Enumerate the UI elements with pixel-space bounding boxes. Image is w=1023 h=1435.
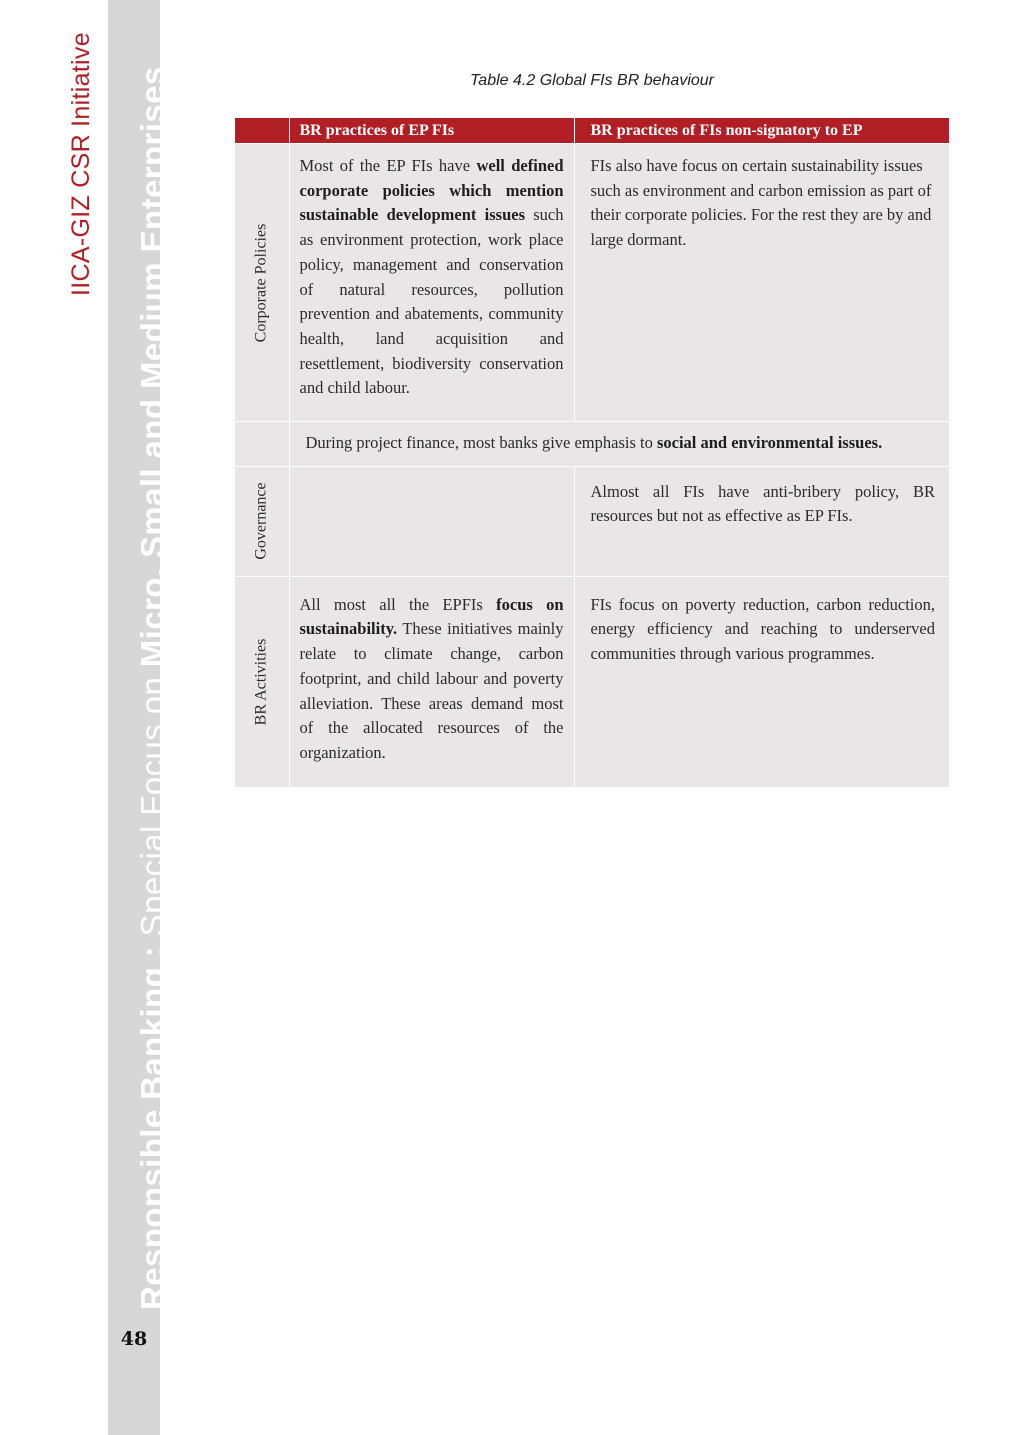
side-title (134, 66, 172, 1310)
row-project-finance (235, 422, 949, 467)
row-label-cell (235, 144, 289, 422)
cell-non-ep-corporate-policies: FIs also have focus on certain sustainability issues such as environment and carbon emission as part of their corporate policies. For the rest they are by and large dormant. (574, 144, 949, 422)
cell-ep-governance (289, 466, 574, 576)
text: During project finance, most banks give emphasis to (305, 433, 657, 452)
br-behaviour-table (235, 118, 949, 787)
row-label-corporate-policies: Corporate Policies (252, 223, 270, 342)
row-label-cell-empty (235, 422, 289, 467)
header-blank (235, 118, 289, 144)
row-label-cell (235, 576, 289, 787)
header-non-ep-fis: BR practices of FIs non-signatory to EP (574, 118, 949, 144)
side-title-part1: Responsible Banking : (134, 936, 171, 1310)
cell-project-finance (289, 422, 949, 467)
row-governance (235, 466, 949, 576)
text-bold: well defined corporate policies which mention sustainable development issues (299, 156, 564, 225)
row-label-cell (235, 466, 289, 576)
side-title-part3: Micro, Small and Medium Enterprises (134, 66, 171, 668)
text-bold: social and environmental issues. (656, 433, 883, 452)
table-header-row (235, 118, 949, 144)
row-label-governance: Governance (252, 482, 270, 560)
row-corporate-policies (235, 144, 949, 422)
cell-non-ep-br-activities: FIs focus on poverty reduction, carbon reduction, energy efficiency and reaching to underserved communities through various programmes. (574, 576, 949, 787)
text: These initiatives mainly relate to climate change, carbon footprint, and child labour and poverty alleviation. These areas demand most of the allocated resources of the organization. (299, 619, 564, 762)
cell-non-ep-governance: Almost all FIs have anti-bribery policy, BR resources but not as effective as EP FIs. (574, 466, 949, 576)
table-caption: Table 4.2 Global FIs BR behaviour (470, 72, 714, 89)
header-ep-fis: BR practices of EP FIs (289, 118, 574, 144)
text: All most all the EPFIs (299, 594, 497, 614)
text: such as environment protection, work place policy, management and conservation of natural resources, pollution prevention and abatements, community health, land acquisition and resettlement, biodiversity conservation and child labour. (299, 205, 564, 398)
row-label-br-activities: BR Activities (252, 638, 270, 726)
side-title-part2: Special Focus on (134, 667, 171, 937)
text: Most of the EP FIs have (299, 156, 477, 175)
running-head: IICA-GIZ CSR Initiative (67, 32, 95, 296)
cell-ep-br-activities (289, 576, 574, 787)
page-number: 48 (120, 1328, 148, 1350)
row-br-activities (235, 576, 949, 787)
text-bold: focus on sustainability. (299, 594, 564, 639)
cell-ep-corporate-policies (289, 144, 574, 422)
